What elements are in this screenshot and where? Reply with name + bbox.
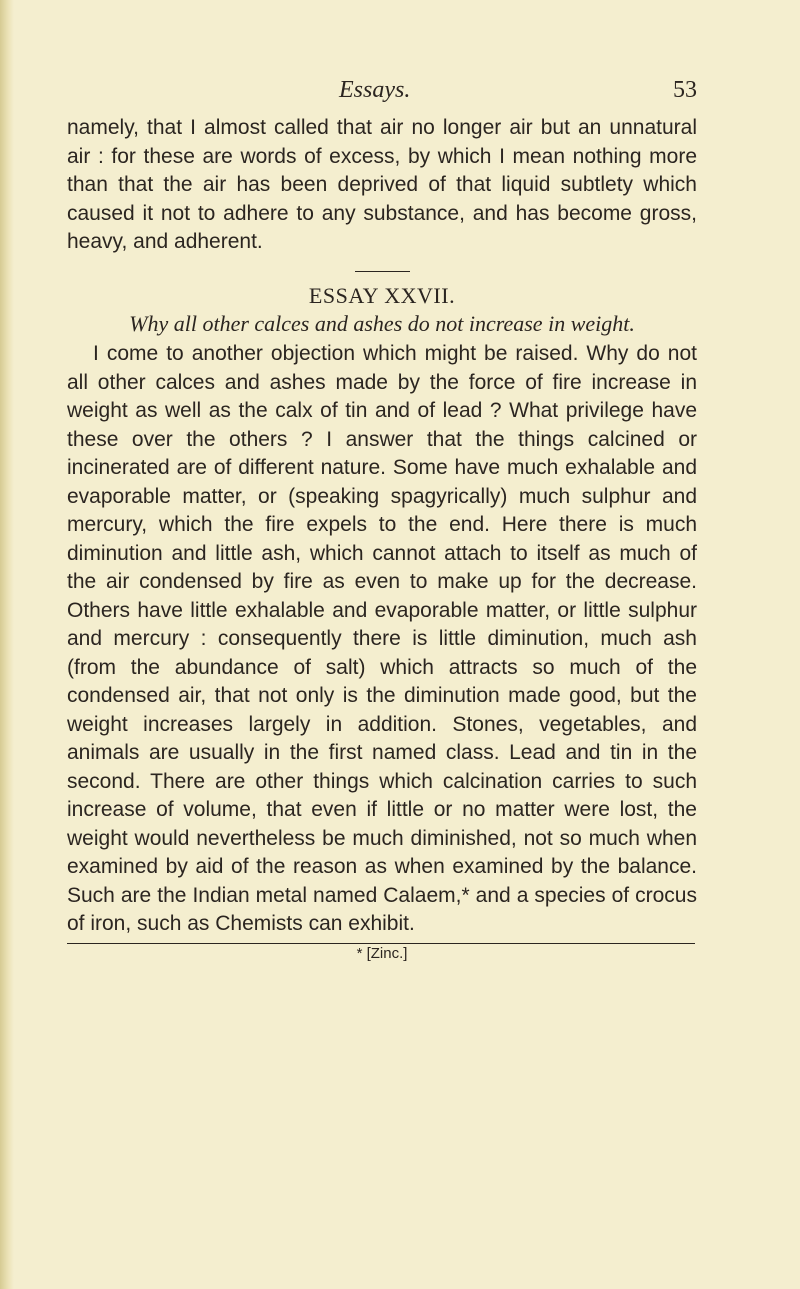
opening-paragraph: namely, that I almost called that air no longer air but an unnatural air : for these are words of excess, by which I mean nothing more than that the air has been deprived of that liquid subtlety which caused it not to adhere to any substance, and has become gross, heavy, and adherent. <box>67 116 697 253</box>
footnote: * [Zinc.] <box>356 944 408 962</box>
essay-subtitle: Why all other calces and ashes do not increase in weight. <box>129 311 635 336</box>
section-divider <box>355 271 410 272</box>
essay-heading: ESSAY XXVII. <box>308 282 456 308</box>
running-head <box>67 70 697 110</box>
running-title: Essays. <box>339 77 411 103</box>
body-paragraph: I come to another objection which might be raised. Why do not all other calces and ashes made by the force of fire increase in weight as well as the calx of tin and of lead ? What privilege have these over the others ? I answer that the things calcined or incinerated are of different nature. Some have much exhalable and evaporable matter, or (speaking spagyrically) much sulphur and mercury, which the fire expels to the end. Here there is much diminution and little ash, which cannot attach to itself as much of the air condensed by fire as even to make up for the decrease. Others have little exhalable and evaporable matter, or little sulphur and mercury : consequently there is little diminution, much ash (from the abundance of salt) which attracts so much of the condensed air, that not only is the diminution made good, but the weight increases largely in addition. Stones, vegetables, and animals are usually in the first named class. Lead and tin in the second. There are other things which calcination carries to such increase of volume, that even if little or no matter were lost, the weight would nevertheless be much diminished, not so much when examined by aid of the reason as when examined by the balance. Such are the Indian metal named Calaem,* and a species of crocus of iron, such as Chemists can exhibit. <box>67 342 697 935</box>
page-edge-shadow <box>0 0 14 1289</box>
page-number: 53 <box>673 77 697 103</box>
book-page <box>67 70 697 964</box>
